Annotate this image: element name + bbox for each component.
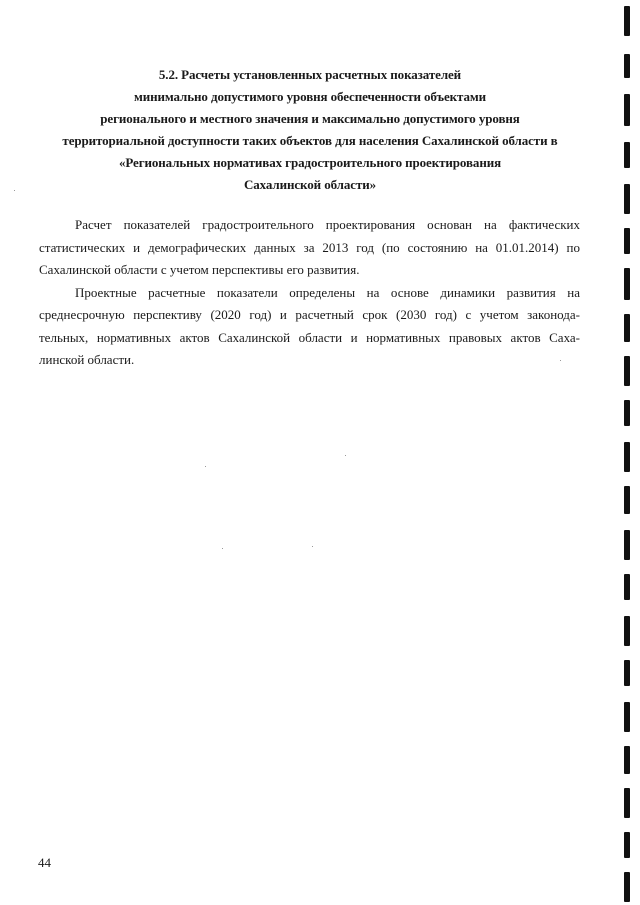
paragraph-1-line-1: Расчет показателей градостроительного проектирования основан на фактических <box>75 217 580 232</box>
binding-mark <box>624 486 630 514</box>
paragraph-2 <box>39 282 580 372</box>
heading-line-4: территориальной доступности таких объектов для населения Сахалинской области в <box>62 133 558 148</box>
scan-speck <box>205 466 206 467</box>
binding-mark <box>624 6 630 36</box>
scan-speck <box>345 455 346 456</box>
scan-speck <box>14 190 15 191</box>
binding-mark <box>624 54 630 78</box>
binding-mark <box>624 442 630 472</box>
binding-mark <box>624 314 630 342</box>
scan-speck <box>222 548 223 549</box>
binding-mark <box>624 702 630 732</box>
binding-mark <box>624 268 630 300</box>
binding-mark <box>624 530 630 560</box>
binding-mark <box>624 142 630 168</box>
paragraph-2-line-2: среднесрочную перспективу (2020 год) и расчетный срок (2030 год) с учетом законода- <box>39 307 580 322</box>
heading-line-2: минимально допустимого уровня обеспеченности объектами <box>133 89 487 104</box>
binding-mark <box>624 616 630 646</box>
binding-mark <box>624 356 630 386</box>
paragraph-1-line-3: Сахалинской области с учетом перспективы его развития. <box>39 262 360 277</box>
body-text <box>39 214 580 372</box>
binding-mark <box>624 872 630 902</box>
paragraph-1-line-2: статистических и демографических данных за 2013 год (по состоянию на 01.01.2014) по <box>39 239 580 255</box>
paragraph-1 <box>39 214 580 282</box>
paragraph-2-line-3: тельных, нормативных актов Сахалинской области и нормативных правовых актов Саха- <box>39 329 580 345</box>
binding-mark <box>624 832 630 858</box>
binding-mark <box>624 660 630 686</box>
binding-mark <box>624 400 630 426</box>
scan-speck <box>560 360 561 361</box>
heading-line-1: 5.2. Расчеты установленных расчетных показателей <box>158 67 462 82</box>
binding-mark <box>624 788 630 818</box>
heading-line-6: Сахалинской области» <box>243 177 377 192</box>
binding-mark <box>624 94 630 126</box>
binding-marks <box>622 0 634 905</box>
paragraph-2-line-1: Проектные расчетные показатели определены на основе динамики развития на <box>75 284 580 300</box>
scan-speck <box>312 546 313 547</box>
paragraph-2-line-4: линской области. <box>39 352 135 367</box>
heading-line-3: регионального и местного значения и максимально допустимого уровня <box>100 111 520 126</box>
binding-mark <box>624 228 630 254</box>
heading-line-5: «Региональных нормативах градостроительного проектирования <box>118 155 502 170</box>
binding-mark <box>624 574 630 600</box>
page-number: 44 <box>38 855 51 870</box>
binding-mark <box>624 184 630 214</box>
binding-mark <box>624 746 630 774</box>
section-heading <box>30 64 590 196</box>
